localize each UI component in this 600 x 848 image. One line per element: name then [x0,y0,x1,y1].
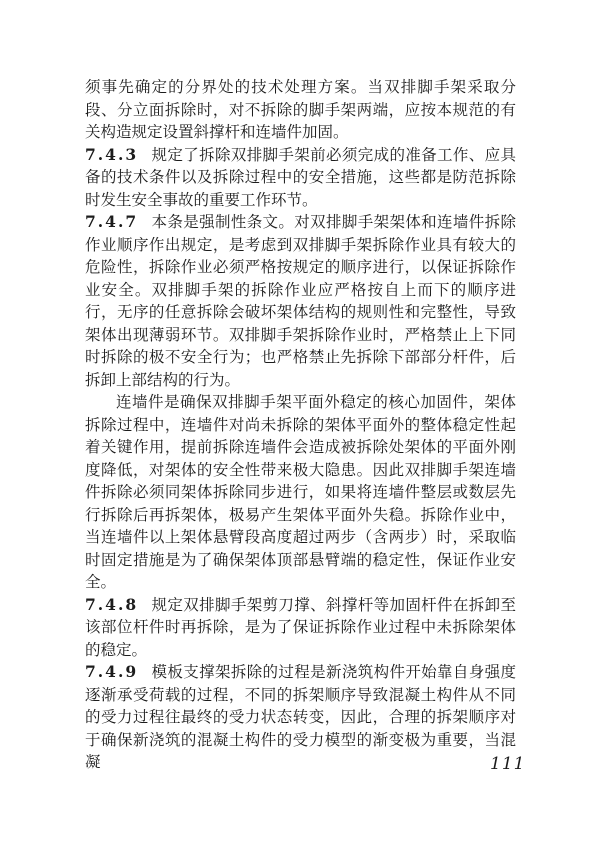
section-number-7-4-7: 7.4.7 [85,212,139,231]
paragraph-7-4-8 [85,594,516,662]
paragraph-continuation [85,76,516,144]
paragraph-text: 本条是强制性条文。对双排脚手架架体和连墙件拆除作业顺序作出规定，是考虑到双排脚手架拆除作业具有较大的危险性，拆除作业必须严格按规定的顺序进行，以保证拆除作业安全。双排脚手架的拆除作业应严格按自上而下的顺序进行，无序的任意拆除会破坏架体结构的规则性和完整性，导致架体出现薄弱环节。双排脚手架拆除作业时，严格禁止上下同时拆除的极不安全行为；也严格禁止先拆除下部部分杆件，后拆卸上部结构的行为。 [85,213,516,389]
section-number-7-4-9: 7.4.9 [85,662,139,681]
paragraph-text: 须事先确定的分界处的技术处理方案。当双排脚手架采取分段、分立面拆除时，对不拆除的脚手架两端，应按本规范的有关构造规定设置斜撑杆和连墙件加固。 [85,78,516,141]
paragraph-7-4-7 [85,211,516,391]
paragraph-text: 连墙件是确保双排脚手架平面外稳定的核心加固件，架体拆除过程中，连墙件对尚未拆除的架体平面外的整体稳定性起着关键作用，提前拆除连墙件会造成被拆除处架体的平面外刚度降低，对架体的安全性带来极大隐患。因此双排脚手架连墙件拆除必须同架体拆除同步进行，如果将连墙件整层或数层先行拆除后再拆架体，极易产生架体平面外失稳。拆除作业中，当连墙件以上架体悬臂段高度超过两步（含两步）时，采取临时固定措施是为了确保架体顶部悬臂端的稳定性，保证作业安全。 [85,393,516,591]
page-number: 111 [490,754,526,774]
paragraph-7-4-3 [85,144,516,212]
document-body [85,76,516,774]
section-number-7-4-3: 7.4.3 [85,144,139,164]
paragraph-7-4-9 [85,661,516,774]
paragraph-text: 模板支撑架拆除的过程是新浇筑构件开始靠自身强度逐渐承受荷载的过程，不同的拆架顺序导致混凝土构件从不同的受力过程往最终的受力状态转变，因此，合理的拆架顺序对于确保新浇筑的混凝土构件的受力模型的渐变极为重要，当混凝 [85,663,516,771]
section-number-7-4-8: 7.4.8 [85,594,139,614]
paragraph-connector-note [85,391,516,594]
paragraph-text: 规定双排脚手架剪刀撑、斜撑杆等加固杆件在拆卸至该部位杆件时再拆除，是为了保证拆除作业过程中未拆除架体的稳定。 [85,595,516,659]
paragraph-text: 规定了拆除双排脚手架前必须完成的准备工作、应具备的技术条件以及拆除过程中的安全措施，这些都是防范拆除时发生安全事故的重要工作环节。 [85,145,516,209]
